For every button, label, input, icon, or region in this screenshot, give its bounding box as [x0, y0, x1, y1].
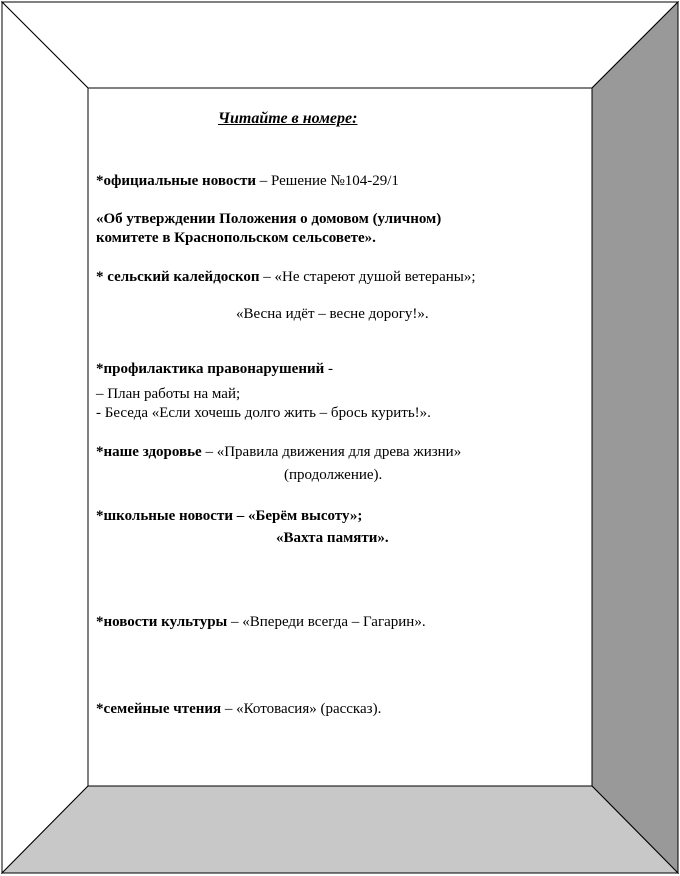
health-line — [96, 443, 461, 461]
family-reading-text: – «Котовасия» (рассказ). — [221, 701, 382, 717]
official-news-text: – Решение №104-29/1 — [255, 173, 399, 189]
family-reading-lead: *семейные чтения — [96, 701, 222, 717]
contents-panel — [88, 88, 592, 786]
health-lead: *наше здоровье — [96, 444, 202, 460]
official-news-line-2: «Об утверждении Положения о домовом (уличном) — [96, 211, 442, 227]
family-reading-line — [96, 700, 381, 718]
prevention-line-3: - Беседа «Если хочешь долго жить – брось курить!». — [96, 405, 431, 421]
official-news-line — [96, 172, 399, 190]
official-news-line-3: комитете в Краснопольском сельсовете». — [96, 230, 376, 246]
health-line-2: (продолжение). — [284, 467, 383, 483]
rural-kaleidoscope-line — [96, 268, 476, 286]
frame-left-bevel — [2, 2, 88, 873]
prevention-lead: *профилактика правонарушений — [96, 361, 325, 377]
culture-news-text: – «Впереди всегда – Гагарин». — [227, 614, 426, 630]
health-text: – «Правила движения для древа жизни» — [201, 444, 462, 460]
official-news-lead: *официальные новости — [96, 173, 256, 189]
rural-kaleidoscope-text: – «Не стареют душой ветераны»; — [259, 269, 476, 285]
rural-kaleidoscope-lead: * сельский калейдоскоп — [96, 269, 260, 285]
prevention-text: - — [324, 361, 334, 377]
culture-news-line — [96, 613, 426, 631]
school-news-line-2: «Вахта памяти». — [276, 530, 389, 546]
frame-bottom-bevel — [2, 786, 678, 873]
frame-right-bevel — [592, 2, 678, 873]
culture-news-lead: *новости культуры — [96, 614, 228, 630]
contents-heading: Читайте в номере: — [218, 110, 358, 127]
prevention-line-2: – План работы на май; — [96, 386, 241, 402]
frame-top-bevel — [2, 2, 678, 88]
school-news-text: – «Берём высоту»; — [232, 508, 363, 524]
rural-kaleidoscope-line-2: «Весна идёт – весне дорогу!». — [236, 306, 429, 322]
school-news-lead: *школьные новости — [96, 508, 233, 524]
school-news-line — [96, 507, 362, 525]
prevention-line — [96, 360, 333, 378]
